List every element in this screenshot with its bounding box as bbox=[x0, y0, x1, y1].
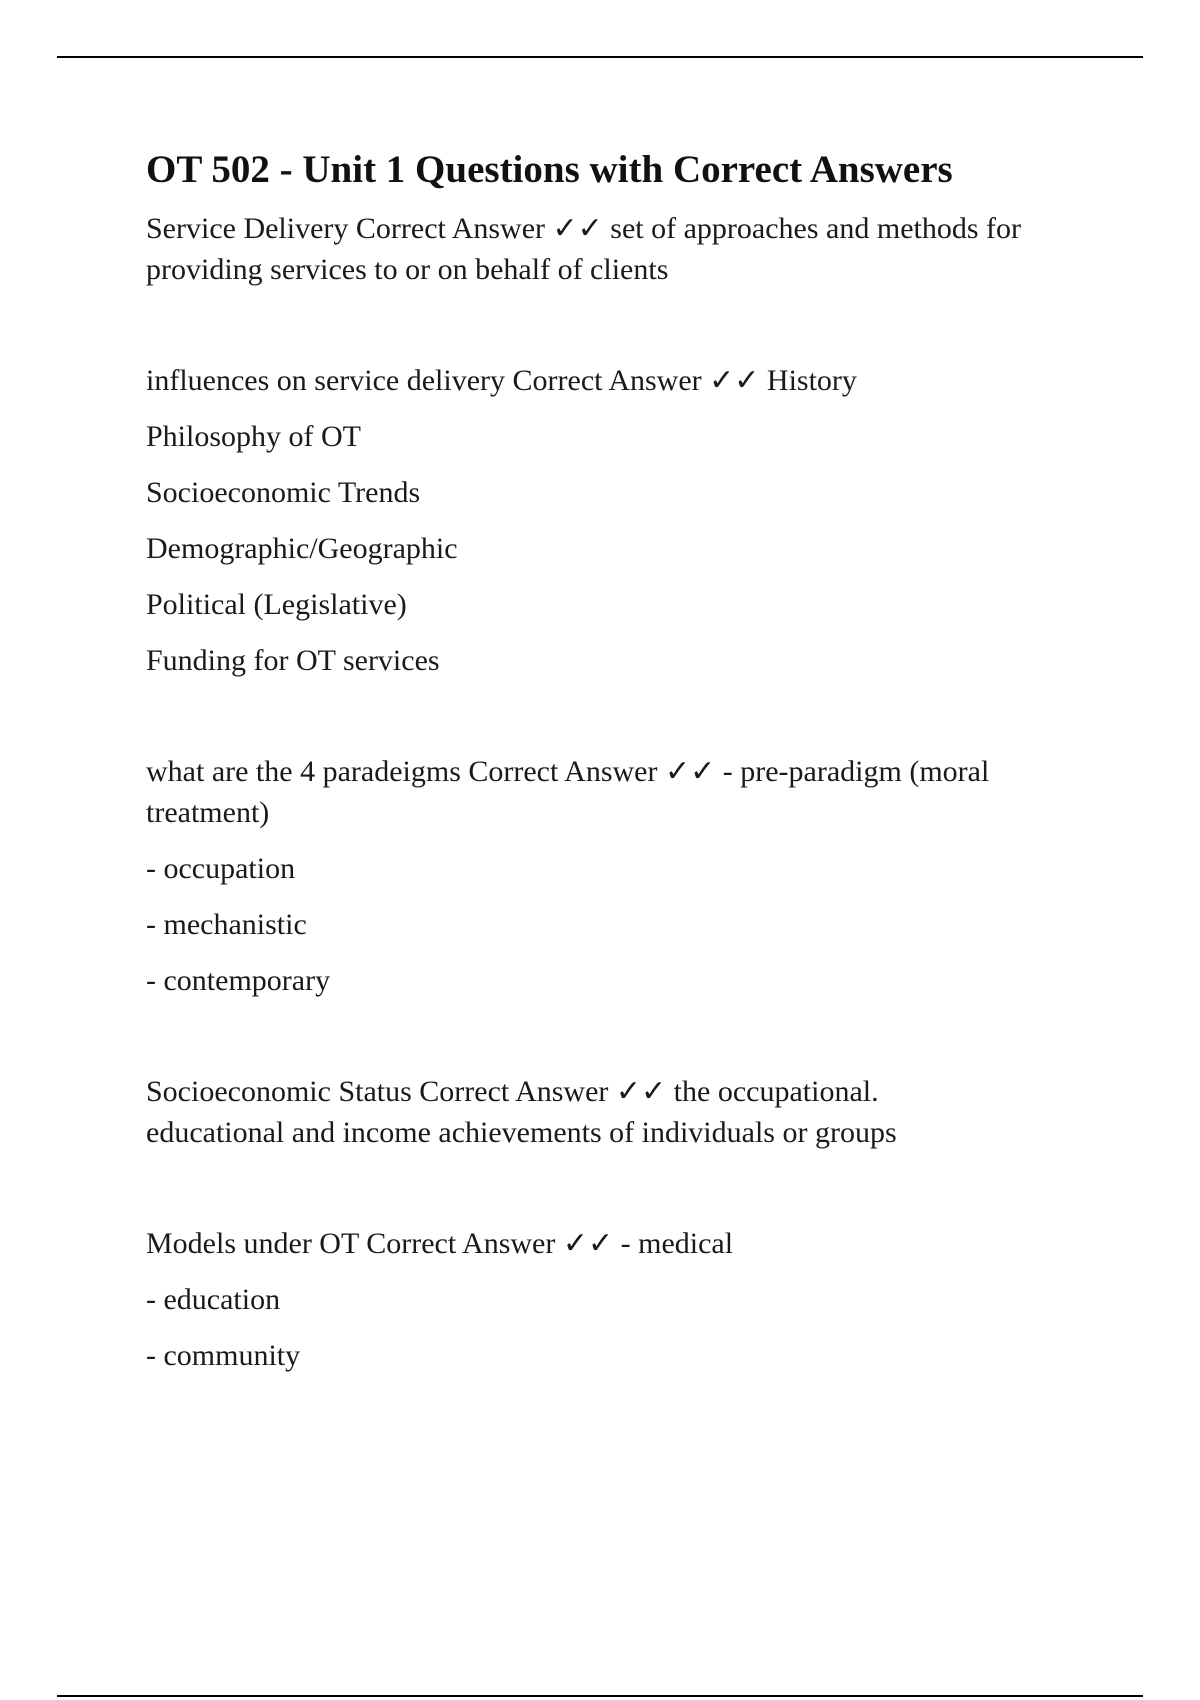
qa-line: influences on service delivery Correct Answer ✓✓ History bbox=[146, 364, 857, 397]
entry-gap bbox=[146, 681, 1096, 751]
qa-entry-socioeconomic-status bbox=[146, 1071, 1096, 1153]
qa-line: - education bbox=[146, 1283, 281, 1316]
qa-line: Funding for OT services bbox=[146, 644, 440, 677]
qa-line: providing services to or on behalf of clients bbox=[146, 253, 669, 286]
qa-line: - mechanistic bbox=[146, 908, 307, 941]
entry-gap bbox=[146, 1001, 1096, 1071]
top-rule bbox=[57, 56, 1143, 58]
qa-line: Models under OT Correct Answer ✓✓ - medical bbox=[146, 1227, 734, 1260]
qa-line: treatment) bbox=[146, 796, 270, 829]
qa-entry-models bbox=[146, 1223, 1096, 1376]
qa-entry-service-delivery bbox=[146, 208, 1096, 290]
qa-entry-influences bbox=[146, 360, 1096, 681]
entry-gap bbox=[146, 1153, 1096, 1223]
qa-line: Demographic/Geographic bbox=[146, 532, 458, 565]
qa-line: Socioeconomic Status Correct Answer ✓✓ the occupational. bbox=[146, 1075, 879, 1108]
qa-entry-paradigms bbox=[146, 751, 1096, 1001]
qa-line: - occupation bbox=[146, 852, 296, 885]
qa-line: - contemporary bbox=[146, 964, 331, 997]
qa-line: educational and income achievements of individuals or groups bbox=[146, 1116, 897, 1149]
entry-gap bbox=[146, 290, 1096, 360]
document-body bbox=[146, 146, 1096, 1376]
qa-line: what are the 4 paradeigms Correct Answer ✓✓ - pre-paradigm (moral bbox=[146, 755, 990, 788]
document-title: OT 502 - Unit 1 Questions with Correct Answers bbox=[146, 148, 953, 191]
qa-line: - community bbox=[146, 1339, 301, 1372]
qa-line: Socioeconomic Trends bbox=[146, 476, 421, 509]
qa-line: Service Delivery Correct Answer ✓✓ set of approaches and methods for bbox=[146, 212, 1021, 245]
bottom-rule bbox=[57, 1695, 1143, 1697]
qa-line: Philosophy of OT bbox=[146, 420, 362, 453]
qa-line: Political (Legislative) bbox=[146, 588, 407, 621]
